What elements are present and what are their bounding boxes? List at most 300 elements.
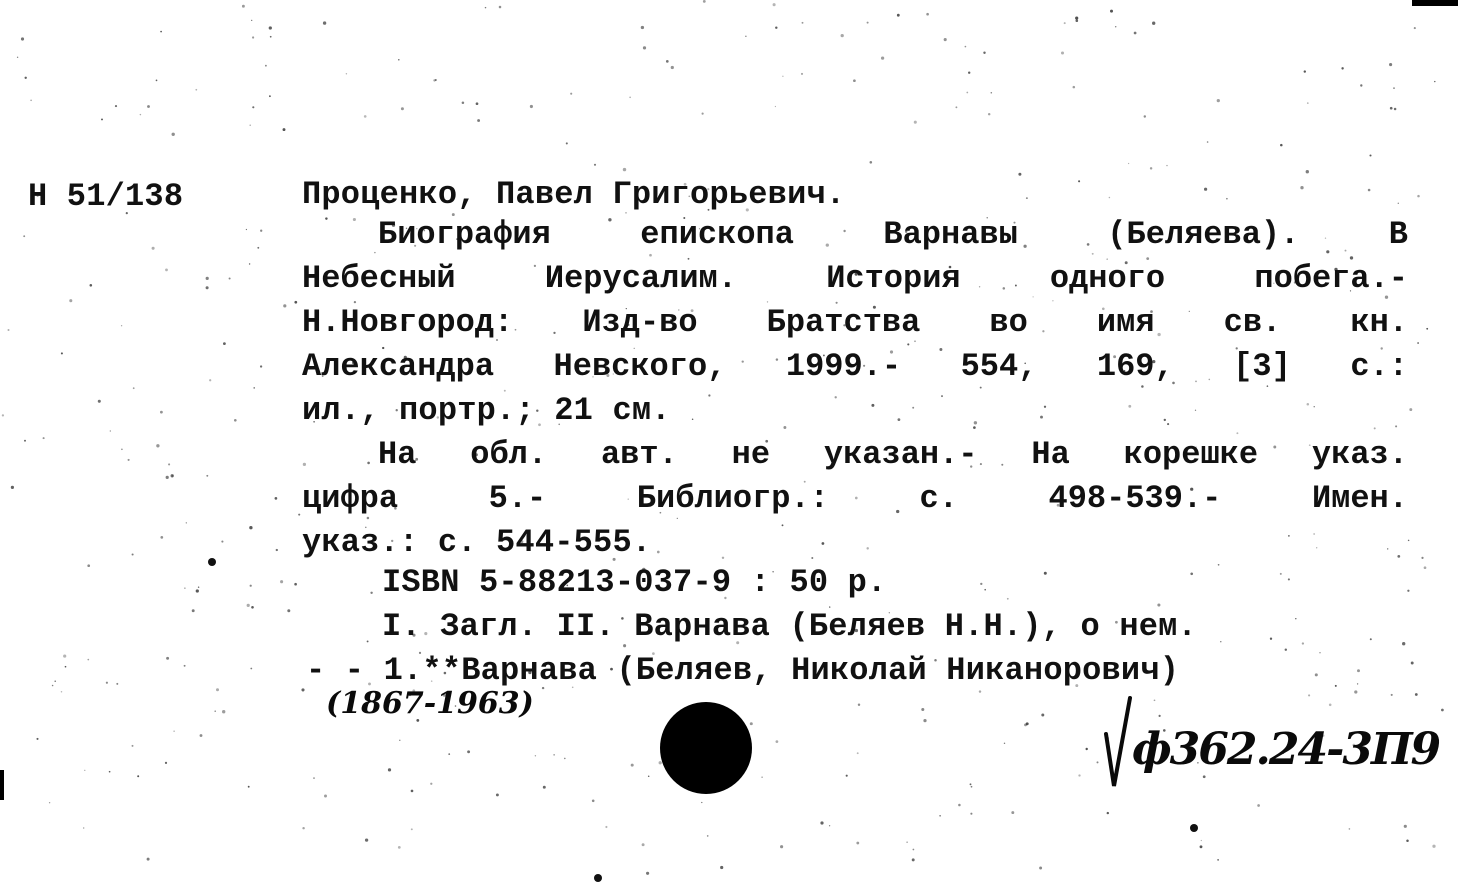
speckle [594, 874, 602, 882]
speckle [184, 587, 185, 588]
speckle [11, 486, 14, 489]
speckle [365, 838, 368, 841]
speckle [87, 564, 90, 567]
word: побега.- [1254, 260, 1408, 297]
word: На [378, 436, 417, 473]
speckle [448, 753, 450, 755]
speckle [160, 31, 162, 33]
speckle [1152, 22, 1155, 25]
speckle [370, 592, 372, 594]
speckle [133, 387, 135, 389]
speckle [1408, 540, 1410, 542]
notes-line-3: указ.: с. 544-555. [302, 524, 652, 561]
speckle [302, 827, 304, 829]
speckle [223, 342, 226, 345]
call-number: Н 51/138 [28, 178, 184, 215]
speckle [702, 113, 704, 115]
speckle [192, 609, 195, 612]
speckle [353, 218, 356, 221]
speckle [115, 105, 117, 107]
speckle [1110, 10, 1113, 13]
speckle [275, 497, 278, 500]
speckle [2, 414, 4, 416]
speckle [246, 229, 247, 230]
speckle [147, 858, 150, 861]
speckle [776, 740, 779, 743]
speckle [913, 849, 915, 851]
speckle [1370, 638, 1372, 640]
word: На [1031, 436, 1070, 473]
speckle [156, 444, 159, 447]
speckle [1041, 714, 1044, 717]
speckle [346, 73, 347, 74]
speckle [270, 36, 272, 38]
speckle [476, 102, 479, 105]
speckle [166, 657, 169, 660]
speckle [200, 734, 203, 737]
speckle [643, 46, 646, 49]
speckle [198, 586, 199, 587]
speckle [298, 514, 300, 516]
speckle [1360, 84, 1362, 86]
speckle [121, 448, 123, 450]
description-line-1 [378, 214, 1408, 256]
edge-mark-left [0, 770, 4, 800]
speckle [750, 722, 753, 725]
word: Небесный [302, 260, 456, 297]
speckle [260, 230, 262, 232]
word: кн. [1350, 304, 1408, 341]
speckle [1007, 598, 1009, 600]
speckle [251, 606, 254, 609]
speckle [1395, 425, 1397, 427]
speckle [1154, 699, 1156, 701]
word: История [826, 260, 961, 297]
speckle [1315, 673, 1318, 676]
speckle [1107, 812, 1109, 814]
speckle [1307, 102, 1309, 104]
speckle [69, 299, 72, 302]
speckle [1217, 859, 1219, 861]
speckle [1285, 649, 1287, 651]
subject-line: - - 1.**Варнава (Беляев, Николай Никанорович) [306, 652, 1180, 689]
speckle [965, 46, 967, 48]
speckle [1391, 694, 1393, 696]
word: [3] [1233, 348, 1291, 385]
speckle [1421, 557, 1423, 559]
punch-hole [660, 702, 752, 794]
speckle [801, 73, 803, 75]
speckle [25, 77, 27, 79]
speckle [1073, 86, 1076, 89]
speckle [63, 655, 66, 658]
speckle [974, 421, 977, 424]
speckle [856, 842, 859, 845]
speckle [1004, 743, 1005, 744]
speckle [260, 365, 262, 367]
speckle [249, 263, 250, 264]
speckle [991, 92, 993, 94]
speckle [109, 771, 111, 773]
speckle [1288, 535, 1290, 537]
speckle [1307, 403, 1310, 406]
speckle [871, 404, 874, 407]
speckle [564, 758, 566, 760]
speckle [1426, 328, 1428, 330]
word: епископа [640, 216, 794, 253]
word: указан.- [823, 436, 978, 473]
speckle [1335, 685, 1337, 687]
speckle [570, 93, 572, 95]
speckle [1349, 828, 1351, 830]
word: Невского, [553, 348, 727, 385]
description-line-4 [302, 346, 1408, 388]
speckle [399, 740, 400, 741]
speckle [543, 786, 546, 789]
speckle [110, 430, 111, 431]
speckle [629, 97, 631, 99]
speckle [970, 783, 972, 785]
speckle [156, 80, 158, 82]
speckle [773, 3, 776, 6]
speckle [829, 825, 830, 826]
speckle [196, 589, 199, 592]
speckle [1203, 775, 1206, 778]
speckle [116, 683, 118, 685]
speckle [1354, 690, 1357, 693]
speckle [250, 668, 252, 670]
speckle [287, 609, 290, 612]
speckle [36, 738, 38, 740]
speckle [1288, 578, 1290, 580]
speckle [1109, 197, 1111, 199]
speckle [173, 731, 174, 732]
speckle [1061, 51, 1064, 54]
speckle [853, 79, 856, 82]
speckle [1144, 115, 1146, 117]
speckle [530, 105, 533, 108]
speckle [939, 815, 941, 817]
speckle [367, 640, 369, 642]
speckle [1341, 67, 1343, 69]
speckle [1226, 198, 1228, 200]
speckle [128, 459, 130, 461]
speckle [1204, 188, 1207, 191]
speckle [43, 437, 45, 439]
speckle [247, 604, 250, 607]
word: одного [1049, 260, 1166, 297]
speckle [1190, 572, 1193, 575]
speckle [1369, 154, 1371, 156]
speckle [820, 821, 823, 824]
speckle [1441, 709, 1444, 712]
speckle [1064, 22, 1066, 24]
word: 554, [960, 348, 1038, 385]
speckle [870, 161, 873, 164]
speckle [65, 666, 67, 668]
speckle [775, 26, 777, 28]
speckle [897, 14, 900, 17]
speckle [914, 121, 917, 124]
speckle [132, 553, 134, 555]
word: с. [919, 480, 958, 517]
speckle [970, 813, 972, 815]
speckle [1374, 427, 1376, 429]
word: Изд-во [582, 304, 698, 341]
speckle [631, 764, 634, 767]
speckle [1414, 27, 1416, 29]
speckle [898, 418, 901, 421]
word: 498-539.- [1048, 480, 1222, 517]
speckle [234, 419, 237, 422]
speckle [467, 750, 470, 753]
speckle [401, 107, 404, 110]
speckle [811, 557, 813, 559]
speckle [83, 827, 84, 828]
speckle [485, 7, 487, 9]
speckle [1316, 547, 1317, 548]
speckle [973, 426, 976, 429]
speckle [276, 549, 278, 551]
speckle [323, 21, 326, 24]
speckle [325, 217, 327, 219]
speckle [867, 22, 869, 24]
speckle [61, 691, 63, 693]
speckle [101, 118, 103, 120]
word: Варнавы [883, 216, 1018, 253]
speckle [1097, 761, 1099, 763]
speckle [1201, 840, 1202, 841]
speckle [1150, 167, 1152, 169]
speckle [1394, 108, 1397, 111]
speckle [535, 755, 536, 756]
speckle [1357, 669, 1360, 672]
speckle [782, 524, 784, 526]
speckle [912, 858, 915, 861]
speckle [1128, 163, 1129, 164]
speckle [1044, 406, 1046, 408]
speckle [1411, 662, 1414, 665]
speckle [1078, 774, 1080, 776]
speckle [1424, 566, 1427, 569]
speckle [822, 542, 825, 545]
speckle [1368, 189, 1371, 192]
speckle [206, 475, 208, 477]
speckle [923, 719, 926, 722]
speckle [782, 76, 783, 77]
speckle [90, 284, 93, 287]
speckle [23, 235, 25, 237]
word: Н.Новгород: [302, 304, 514, 341]
speckle [941, 395, 943, 397]
speckle [926, 13, 929, 16]
speckle [1432, 845, 1435, 848]
speckle [477, 119, 480, 122]
speckle [857, 752, 859, 754]
speckle [1075, 19, 1078, 22]
speckle [374, 252, 375, 253]
speckle [1166, 165, 1167, 166]
speckle [433, 79, 435, 81]
speckle [249, 526, 252, 529]
word: имя [1096, 304, 1155, 341]
speckle [1011, 811, 1014, 814]
speckle [184, 665, 186, 667]
speckle [1078, 180, 1080, 182]
speckle [166, 476, 169, 479]
speckle [1257, 804, 1260, 807]
description-line-5: ил., портр.; 21 см. [302, 392, 671, 429]
speckle [137, 775, 139, 777]
tracings-line: I. Загл. II. Варнава (Беляев Н.Н.), о нем. [382, 608, 1197, 645]
speckle [54, 681, 55, 682]
speckle [707, 835, 709, 837]
speckle [165, 762, 167, 764]
speckle [1398, 203, 1399, 204]
speckle [671, 66, 674, 69]
speckle [1086, 748, 1088, 750]
speckle [147, 105, 150, 108]
speckle [98, 400, 101, 403]
speckle [1280, 573, 1282, 575]
speckle [1389, 63, 1392, 66]
speckle [430, 783, 432, 785]
speckle [1306, 170, 1309, 173]
speckle [642, 843, 645, 846]
word: 169, [1096, 348, 1174, 385]
speckle [1115, 26, 1116, 27]
word: Библиогр.: [636, 480, 829, 517]
speckle [955, 106, 957, 108]
word: Александра [302, 348, 495, 385]
speckle [216, 688, 219, 691]
speckle [398, 846, 401, 849]
speckle [553, 754, 554, 755]
notes-line-1 [378, 434, 1408, 476]
speckle [7, 329, 9, 331]
speckle [242, 5, 245, 8]
speckle [984, 589, 986, 591]
speckle [367, 462, 370, 465]
handwritten-classification-code: ф362.24-3П9 [1132, 724, 1440, 775]
speckle [140, 114, 141, 115]
speckle [251, 20, 252, 21]
speckle [209, 379, 211, 381]
speckle [87, 659, 89, 661]
speckle [61, 352, 63, 354]
speckle [1357, 683, 1358, 684]
speckle [462, 102, 465, 105]
speckle [229, 277, 231, 279]
speckle [1018, 173, 1021, 176]
speckle [1195, 410, 1196, 411]
speckle [1190, 824, 1198, 832]
speckle [906, 841, 908, 843]
notes-line-2 [302, 478, 1408, 520]
speckle [1302, 642, 1304, 644]
description-line-2 [302, 258, 1408, 300]
speckle [250, 585, 252, 587]
speckle [701, 802, 702, 803]
speckle [496, 793, 499, 796]
speckle [646, 872, 649, 875]
speckle [248, 786, 250, 788]
word: обл. [470, 436, 548, 473]
speckle [1300, 186, 1303, 189]
speckle [1040, 416, 1043, 419]
speckle [172, 475, 174, 477]
speckle [283, 304, 286, 307]
speckle [641, 26, 644, 29]
speckle [1308, 694, 1310, 696]
speckle [324, 795, 327, 798]
speckle [221, 541, 223, 543]
speckle [1415, 693, 1418, 696]
speckle [249, 125, 250, 126]
speckle [1207, 141, 1209, 143]
speckle [983, 51, 985, 53]
speckle [269, 26, 272, 29]
speckle [1406, 840, 1409, 843]
speckle [761, 776, 763, 778]
speckle [301, 688, 304, 691]
speckle [1387, 548, 1388, 549]
speckle [708, 394, 710, 396]
speckle [780, 845, 783, 848]
speckle [802, 22, 804, 24]
speckle [294, 583, 297, 586]
speckle [703, 0, 706, 3]
speckle [398, 59, 400, 61]
word: св. [1223, 304, 1282, 341]
speckle [206, 277, 209, 280]
speckle [152, 247, 155, 250]
speckle [720, 866, 723, 869]
speckle [1434, 81, 1435, 82]
word: 1999.- [785, 348, 902, 385]
speckle [168, 463, 170, 465]
speckle [206, 286, 209, 289]
word: Иерусалим. [544, 260, 737, 297]
speckle [269, 95, 271, 97]
speckle [195, 89, 197, 91]
speckle [1417, 342, 1419, 344]
handwritten-dates: (1867-1963) [326, 686, 534, 721]
word: 5.- [488, 480, 547, 517]
word: не [731, 436, 771, 473]
speckle [265, 65, 267, 67]
speckle [172, 133, 175, 136]
speckle [21, 37, 24, 40]
speckle [912, 407, 914, 409]
speckle [499, 6, 502, 9]
speckle [1200, 845, 1203, 848]
word: Биография [378, 216, 551, 253]
speckle [1044, 572, 1047, 575]
speckle [106, 682, 108, 684]
word: Имен. [1311, 480, 1408, 517]
speckle [592, 800, 595, 803]
speckle [1128, 405, 1131, 408]
speckle [968, 72, 970, 74]
speckle [958, 804, 961, 807]
speckle [313, 777, 314, 778]
description-line-3 [302, 302, 1408, 344]
speckle [1390, 107, 1393, 110]
speckle [214, 710, 215, 711]
speckle [692, 419, 694, 421]
speckle [364, 115, 367, 118]
